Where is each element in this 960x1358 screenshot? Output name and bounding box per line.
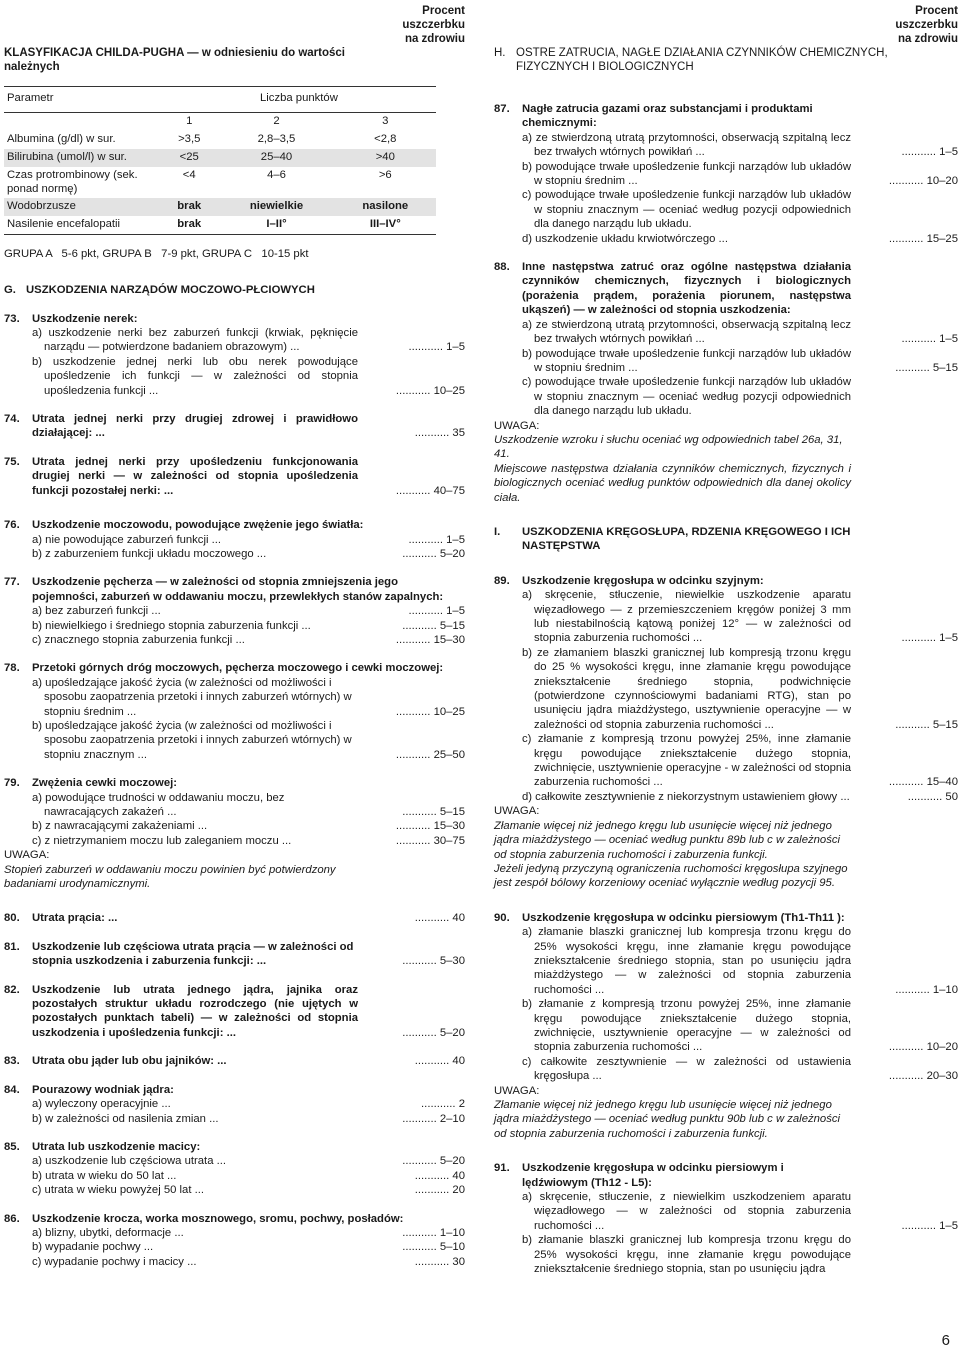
item-78: 78. Przetoki górnych dróg moczowych, pęcherza moczowego i cewki moczowej: a) upośledzające jakość życia (w zależności od możliwości i sposobu zaopatrzenia przetoki i innych zaburzeń wtórnych) w stopniu średnim ... ........... 10–25 b) upośledzające jakość życia (w zależności od możliwości i sposobu zaopatrzenia przetoki i innych zaburzeń wtórnych) w stopniu znacznym ... ........... 25–50 xyxy=(4,662,465,761)
note-90: Złamanie więcej niż jednego kręgu lub usunięcie więcej niż jednego jądra miażdżystego — oceniać według punktu 90b lub c w zależności od stopnia zaburzenia ruchomości i zaburzenia funkcji. xyxy=(494,1099,841,1140)
item-83: 83. Utrata obu jąder lub obu jajników: ... ........... 40 xyxy=(4,1055,465,1068)
table-row: Nasilenie encefalopatii brak I–II° III–IV° xyxy=(4,216,436,235)
table-row: Bilirubina (umol/l) w sur. <25 25–40 >40 xyxy=(4,149,436,167)
item-84: 84. Pourazowy wodniak jądra: a) wyleczony operacyjnie ... ........... 2 b) w zależności od nasilenia zmian ... ........... 2–10 xyxy=(4,1083,465,1125)
note-88b: Miejscowe następstwa działania czynników chemicznych, fizycznych i biologicznych oceniać według punktów odpowiednich dla danej okolicy ciała. xyxy=(494,462,851,504)
group-summary: GRUPA A 5-6 pkt, GRUPA B 7-9 pkt, GRUPA C 10-15 pkt xyxy=(4,247,309,260)
item-89: 89. Uszkodzenie kręgosłupa w odcinku szyjnym: a) skręcenie, stłuczenie, niewielkie uszkodzenie aparatu więzadłowego — z przemieszczeniem kręgów poniżej 3 mm lub niestabilnością kątową poniżej 12° — w zależności od stopnia zaburzenia ruchomości ... ........... 1–5 b) ze złamaniem blaszki granicznej lub kompresją trzonu kręgu do 25 % wysokości kręgu, inne złamanie kręgu powodujące zniekształcenie średniego stopnia, podwichnięcie (potwierdzone czynnościowymi badaniami RTG), stan po usunięciu jądra miażdżystego, usztywnienie operacyjne — w zależności od stopnia zaburzenia ruchomości ... ........... 5–15 c) złamanie z kompresją trzonu powyżej 25%, inne złamanie kręgu powodujące zniekształcenie dużego stopnia, zwichnięcie, usztywnienie operacyjne - w zależności od stopnia zaburzenia ruchomości ... ........... 15–40 d) całkowite zesztywnienie z niekorzystnym ustawieniem głowy ... ........... 50 UWAGA: Złamanie więcej niż jednego kręgu lub usunięcie więcej niż jednego jądra miażdżystego — oceniać według punktu 89b lub c w zależności od stopnia zaburzenia ruchomości i zaburzenia funkcji. Jeżeli jedyną przyczyną ograniczenia ruchomości kręgosłupa szyjnego jest zespół bólowy korzeniowy oceniać wyłącznie według pozycji 95. xyxy=(494,574,958,890)
item-88: 88. Inne następstwa zatruć oraz ogólne następstwa działania czynników chemicznych, fizycznych i biologicznych (porażenia prądem, porażenia piorunem, następstwa ukąszeń) — w zależności od stopnia uszkodzenia: a) ze stwierdzoną utratą przytomności, obserwacją szpitalną lecz bez trwałych wtórnych powikłań ... ........... 1–5 b) powodujące trwałe upośledzenie funkcji narządów lub układów w stopniu średnim ... ........... 5–15 c) powodujące trwałe upośledzenie funkcji narządów lub układów w stopniu znacznym — oceniać według pozycji odpowiednich dla danego narządu lub układu. UWAGA: Uszkodzenie wzroku i słuchu oceniać wg odpowiednich tabel 26a, 31, 41. Miejscowe następstwa działania czynników chemicznych, fizycznych i biologicznych oceniać według punktów odpowiednich dla danej okolicy ciała. xyxy=(494,261,958,504)
table-header-row: Parametr Liczba punktów xyxy=(4,87,436,113)
table-row: Czas protrombinowy (sek. ponad normę) <4 4–6 >6 xyxy=(7,169,392,196)
item-80: 80. Utrata prącia: ... ........... 40 xyxy=(4,912,465,925)
left-column xyxy=(4,0,465,1269)
item-81: 81. Uszkodzenie lub częściowa utrata prącia — w zależności od stopnia uszkodzenia i zaburzenia funkcji: ... ........... 5–30 xyxy=(4,940,465,968)
left-header xyxy=(4,0,465,78)
uwaga-label: UWAGA: xyxy=(494,1084,540,1097)
section-h-heading: H. OSTRE ZATRUCIA, NAGŁE DZIAŁANIA CZYNNIKÓW CHEMICZNYCH, FIZYCZNYCH I BIOLOGICZNYCH xyxy=(494,47,888,74)
uwaga-label: UWAGA: xyxy=(4,849,50,862)
note-88a: Uszkodzenie wzroku i słuchu oceniać wg odpowiednich tabel 26a, 31, 41. xyxy=(494,433,843,461)
item-86: 86. Uszkodzenie krocza, worka mosznowego, sromu, pochwy, posładów: a) blizny, ubytki, deformacje ... ........... 1–10 b) wypadanie pochwy ... ........... 5–10 c) wypadanie pochwy i macicy ... ........... 30 xyxy=(4,1212,465,1268)
item-85: 85. Utrata lub uszkodzenie macicy: a) uszkodzenie lub częściowa utrata ... ........... 5–20 b) utrata w wieku do 50 lat ... ........... 40 c) utrata w wieku powyżej 50 lat ... ........... 20 xyxy=(4,1140,465,1197)
uwaga-label: UWAGA: xyxy=(494,805,540,818)
childpugh-table xyxy=(4,86,436,235)
table-row: 1 2 3 xyxy=(186,115,389,127)
table-row: Albumina (g/dl) w sur. >3,5 2,8–3,5 <2,8 xyxy=(7,133,397,145)
percent-header: Procent uszczerbku na zdrowiu xyxy=(402,5,465,45)
note-89a: Złamanie więcej niż jednego kręgu lub usunięcie więcej niż jednego jądra miażdżystego — oceniać według punktu 89b lub c w zależności od stopnia zaburzenia ruchomości i zaburzenia funkcji. xyxy=(494,819,841,861)
item-90: 90. Uszkodzenie kręgosłupa w odcinku piersiowym (Th1-Th11 ): a) złamanie blaszki granicznej lub kompresja trzonu kręgu do 25% wysokości kręgu, inne złamanie kręgu powodujące zniekształcenie średniego stopnia, stan po usunięciu jądra miażdżystego — w zależności od stopnia zaburzenia ruchomości ... ........... 1–10 b) złamanie z kompresją trzonu powyżej 25%, inne złamanie kręgu powodujące zniekształcenie dużego stopnia, zwichnięcie, usztywnienie operacyjne — w zależności od stopnia zaburzenia ruchomości ... ........... 10–20 c) całkowite zesztywnienie — w zależności od ustawienia kręgosłupa ... ........... 20–30 UWAGA: Złamanie więcej niż jednego kręgu lub usunięcie więcej niż jednego jądra miażdżystego — oceniać według punktu 90b lub c w zależności od stopnia zaburzenia ruchomości i zaburzenia funkcji. xyxy=(494,911,958,1140)
section-i-heading: I. USZKODZENIA KRĘGOSŁUPA, RDZENIA KRĘGOWEGO I ICH NASTĘPSTWA xyxy=(494,525,851,553)
table-row: Wodobrzusze brak niewielkie nasilone xyxy=(4,198,436,216)
note-89b: Jeżeli jedyną przyczyną ograniczenia ruchomości kręgosłupa szyjnego jest zespół bólowy korzeniowy oceniać wyłącznie według pozycji 95. xyxy=(494,862,848,890)
right-column xyxy=(494,0,958,1276)
section-g-heading: G. USZKODZENIA NARZĄDÓW MOCZOWO-PŁCIOWYCH xyxy=(4,284,315,297)
uwaga-label: UWAGA: xyxy=(494,419,540,432)
page-number: 6 xyxy=(941,1332,950,1349)
item-75: 75. Utrata jednej nerki przy upośledzeniu funkcjonowania drugiej nerki — w zależności od stopnia upośledzenia funkcji pozostałej nerki: ... ........... 40–75 xyxy=(4,455,465,497)
note-79: Stopień zaburzeń w oddawaniu moczu powinien być potwierdzony badaniami urodynamicznymi. xyxy=(4,863,336,891)
childpugh-title: KLASYFIKACJA CHILDA-PUGHA — w odniesieniu do wartości należnych xyxy=(4,47,345,74)
item-91: 91. Uszkodzenie kręgosłupa w odcinku piersiowym i lędźwiowym (Th12 - L5): a) skręcenie, stłuczenie, z niewielkim uszkodzeniem aparatu więzadłowego — w zależności od stopnia zaburzenia ruchomości ... ........... 1–5 b) złamanie blaszki granicznej lub kompresja trzonu kręgu do 25% wysokości kręgu, inne złamanie kręgu powodujące zniekształcenie średniego stopnia, stan po usunięciu jądra xyxy=(494,1162,958,1276)
item-79: 79. Zwężenia cewki moczowej: a) powodujące trudności w oddawaniu moczu, bez nawracających zakażeń ... ........... 5–15 b) z nawracającymi zakażeniami ... ........... 15–30 c) z nietrzymaniem moczu lub zaleganiem moczu ... ........... 30–75 UWAGA: Stopień zaburzeń w oddawaniu moczu powinien być potwierdzony badaniami urodynamicznymi. xyxy=(4,777,465,891)
item-76: 76. Uszkodzenie moczowodu, powodujące zwężenie jego światła: a) nie powodujące zaburzeń funkcji ... ........... 1–5 b) z zaburzeniem funkcji układu moczowego ... ........... 5–20 xyxy=(4,519,465,560)
item-73: 73. Uszkodzenie nerek: a) uszkodzenie nerki bez zaburzeń funkcji (krwiak, pęknięcie narządu — potwierdzone badaniem obrazowym) ... ........... 1–5 b) uszkodzenie jednej nerki lub obu nerek powodujące upośledzenie ich funkcji — w zależności od stopnia upośledzenia funkcji ... ........... 10–25 xyxy=(4,312,465,397)
percent-header: Procent uszczerbku na zdrowiu xyxy=(895,5,958,45)
item-87: 87. Nagłe zatrucia gazami oraz substancjami i produktami chemicznymi: a) ze stwierdzoną utratą przytomności, obserwacją szpitalną lecz bez trwałych wtórnych powikłań ... ........... 1–5 b) powodujące trwałe upośledzenie funkcji narządów lub układów w stopniu średnim ... ........... 10–20 c) powodujące trwałe upośledzenie funkcji narządów lub układów w stopniu znacznym — oceniać według pozycji odpowiednich dla danego narządu lub układu. d) uszkodzenie układu krwiotwórczego ... ........... 15–25 xyxy=(494,103,958,245)
item-74: 74. Utrata jednej nerki przy drugiej zdrowej i prawidłowo działającej: ... ........... 35 xyxy=(4,413,465,440)
item-82: 82. Uszkodzenie lub utrata jednego jądra, jajnika oraz pozostałych struktur układu rozrodczego (nie ujętych w pozostałych punktach tabeli) — w zależności od stopnia uszkodzenia i upośledzenia funkcji: ... ........... 5–20 xyxy=(4,983,465,1039)
item-77: 77. Uszkodzenie pęcherza — w zależności od stopnia zmniejszenia jego pojemności, zaburzeń w oddawaniu moczu, przewlekłych stanów zapalnych: a) bez zaburzeń funkcji ... ........... 1–5 b) niewielkiego i średniego stopnia zaburzenia funkcji ... ........... 5–15 c) znacznego stopnia zaburzenia funkcji ... ........... 15–30 xyxy=(4,576,465,646)
right-header xyxy=(494,0,958,78)
